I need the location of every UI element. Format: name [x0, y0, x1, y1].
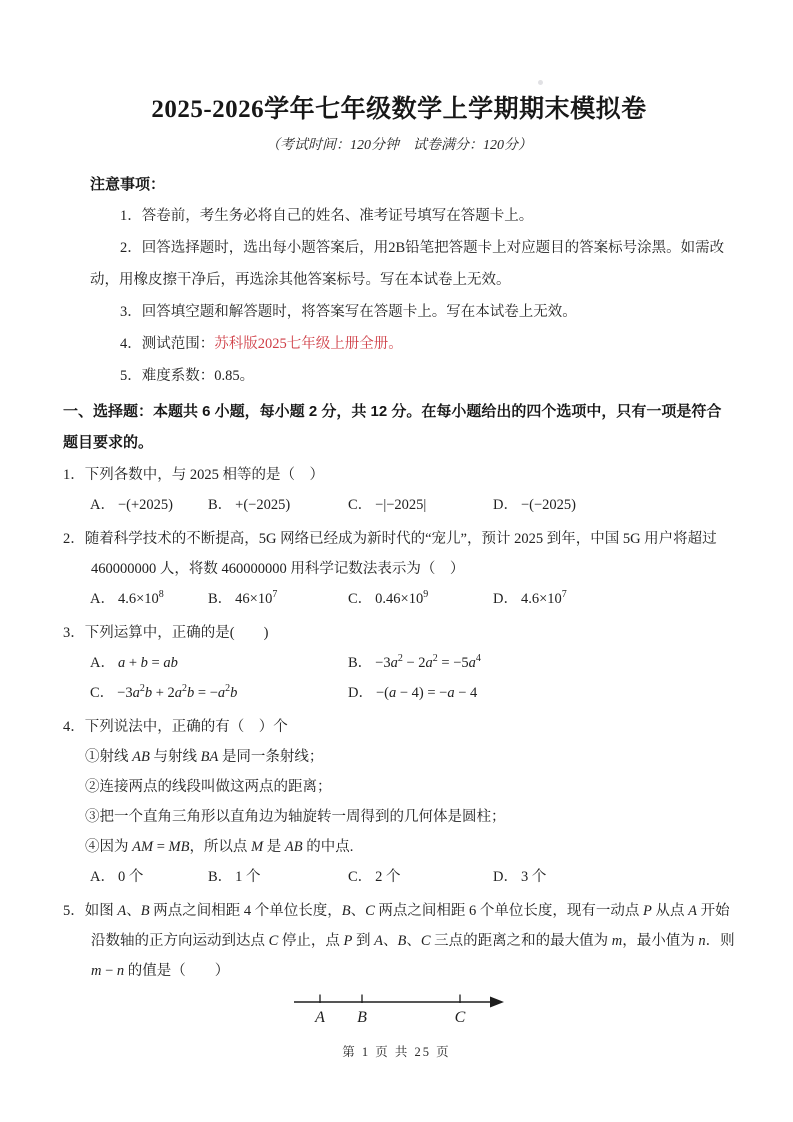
option-label: A． [90, 869, 115, 885]
question-3-option-b [348, 648, 735, 678]
question-2-option-d [493, 584, 735, 614]
question-3-option-a [90, 648, 348, 678]
question-2 [63, 524, 735, 614]
point-b-label: B [357, 1009, 367, 1026]
question-3-option-d [348, 678, 735, 708]
scan-artifact-dot [538, 80, 543, 85]
notice-item-2-text: 2．回答选择题时，选出每小题答案后，用2B铅笔把答题卡上对应题目的答案标号涂黑。如需改动，用橡皮擦干净后，再选涂其他答案标号。写在本试卷上无效。 [90, 240, 725, 288]
option-label: A． [90, 591, 115, 607]
notice-item-1-text: 1．答卷前，考生务必将自己的姓名、准考证号填写在答题卡上。 [120, 208, 534, 224]
option-text: $-3a^2b + 2a^2b = -a^2b$ [117, 683, 238, 701]
option-text: −(a − 4) = −a − 4 [375, 685, 478, 701]
question-1-option-d [493, 490, 735, 520]
question-2-options [90, 584, 735, 614]
option-text: $4.6\times 10^7$ [520, 589, 567, 607]
point-a-label: A [315, 1009, 325, 1026]
option-text: −|−2025| [375, 497, 427, 513]
question-4-statement-1: ①射线 AB 与射线 BA 是同一条射线； [85, 749, 324, 765]
question-4-option-d [493, 862, 735, 892]
notice-item-3-text: 3．回答填空题和解答题时，将答案写在答题卡上。写在本试卷上无效。 [120, 304, 577, 320]
question-4-options [90, 862, 735, 892]
option-text: $0.46\times 10^9$ [375, 589, 429, 607]
notice-section [90, 170, 735, 392]
question-3-options [90, 648, 735, 708]
number-line-svg [293, 989, 505, 1027]
axis-arrowhead-icon [490, 997, 504, 1008]
question-2-stem: 2．随着科学技术的不断提高，5G 网络已经成为新时代的“宠儿”，预计 2025 到年，中国 5G 用户将超过 460000000 人，将数 460000000 用科学记数法表示为（ ） [63, 531, 717, 577]
question-1-options [90, 490, 735, 520]
section-choice-header: 一、选择题：本题共 6 小题，每小题 2 分，共 12 分。在每小题给出的四个选项中，只有一项是符合题目要求的。 [63, 403, 722, 451]
page-footer: 第 1 页 共 25 页 [342, 1045, 451, 1059]
option-label: A． [90, 655, 115, 671]
question-1 [63, 460, 735, 520]
question-4-option-a [90, 862, 208, 892]
option-text: a + b = ab [117, 655, 178, 671]
option-label: C． [348, 869, 373, 885]
option-label: D． [493, 869, 518, 885]
option-label: C． [90, 685, 115, 701]
option-label: B． [348, 655, 373, 671]
question-4 [63, 712, 735, 892]
question-4-option-c [348, 862, 493, 892]
option-text: $46\times 10^7$ [235, 589, 278, 607]
question-4-statement-3: ③把一个直角三角形以直角边为轴旋转一周得到的几何体是圆柱； [85, 809, 506, 825]
question-3 [63, 618, 735, 708]
option-text: 2 个 [375, 869, 401, 885]
question-4-stem: 4．下列说法中，正确的有（ ）个 [63, 719, 288, 735]
option-label: C． [348, 591, 373, 607]
question-3-option-c [90, 678, 348, 708]
question-4-statements [63, 742, 735, 862]
option-text: 3 个 [520, 869, 547, 885]
option-text: 0 个 [117, 869, 144, 885]
question-2-option-c [348, 584, 493, 614]
notice-item-1 [90, 200, 735, 232]
question-list [63, 460, 735, 1027]
option-text: 1 个 [235, 869, 261, 885]
notice-item-3 [90, 296, 735, 328]
notice-item-5-text: 5．难度系数：0.85。 [120, 368, 255, 384]
notice-item-4-highlight: 苏科版2025七年级上册全册。 [214, 336, 403, 352]
option-label: B． [208, 497, 233, 513]
question-1-option-b [208, 490, 348, 520]
question-2-option-b [208, 584, 348, 614]
question-1-option-a [90, 490, 208, 520]
question-1-option-c [348, 490, 493, 520]
page-title: 2025-2026学年七年级数学上学期期末模拟卷 [151, 96, 647, 123]
notice-heading: 注意事项： [90, 176, 166, 193]
point-c-label: C [454, 1009, 466, 1026]
notice-item-5 [90, 360, 735, 392]
question-4-option-b [208, 862, 348, 892]
option-text: $-3a^2 - 2a^2 = -5a^4$ [375, 653, 481, 671]
notice-item-4 [90, 328, 735, 360]
option-text: $4.6\times 10^8$ [117, 589, 164, 607]
exam-time-score-line: （考试时间：120分钟 试卷满分：120分） [266, 138, 532, 153]
option-text: −(−2025) [520, 497, 576, 513]
option-label: A． [90, 497, 115, 513]
option-label: D． [493, 591, 518, 607]
question-4-statement-2: ②连接两点的线段叫做这两点的距离； [85, 779, 332, 795]
question-2-option-a [90, 584, 208, 614]
option-label: D． [348, 685, 373, 701]
question-1-stem: 1．下列各数中，与 2025 相等的是（ ） [63, 467, 324, 483]
option-text: −(+2025) [117, 497, 173, 513]
question-3-stem: 3．下列运算中，正确的是( ) [63, 625, 269, 641]
notice-item-4-text: 4．测试范围： [120, 336, 215, 352]
option-label: C． [348, 497, 373, 513]
option-label: B． [208, 869, 233, 885]
notice-item-2 [90, 232, 735, 296]
question-5 [63, 896, 735, 1027]
question-5-stem: 5．如图 A、B 两点之间相距 4 个单位长度，B、C 两点之间相距 6 个单位长度，现有一动点 P 从点 A 开始沿数轴的正方向运动到达点 C 停止，点 P 到 A、B、C 三点的距离之和的最大值为 m，最小值为 n．则 m − n 的值是（ ） [63, 903, 735, 979]
option-text: +(−2025) [235, 497, 291, 513]
question-4-statement-4: ④因为 AM = MB，所以点 M 是 AB 的中点. [85, 839, 354, 855]
option-label: B． [208, 591, 233, 607]
option-label: D． [493, 497, 518, 513]
number-line-figure [63, 989, 735, 1027]
